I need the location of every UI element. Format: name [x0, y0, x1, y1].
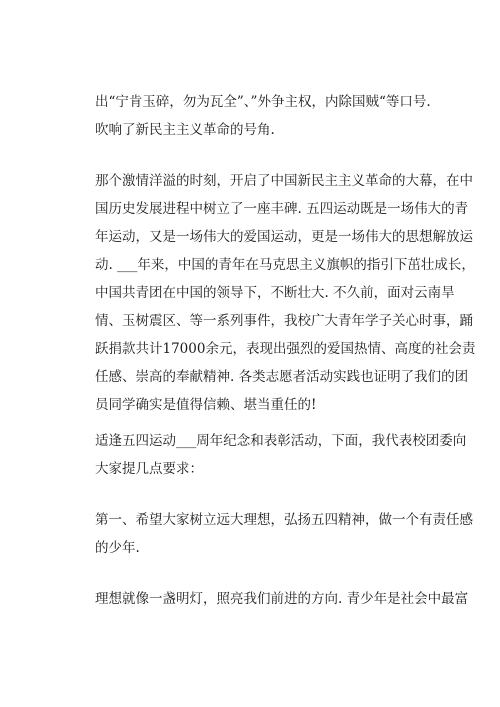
text-line: 任感、崇高的奉献精神. 各类志愿者活动实践也证明了我们的团 [95, 369, 469, 385]
paragraph-slogans [95, 88, 465, 144]
paragraph-requirements-intro [95, 427, 465, 483]
text-line: 情、玉树震区、等一系列事件，我校广大青年学子关心时事，踊 [95, 313, 473, 329]
text-line: 年运动，又是一场伟大的爱国运动，更是一场伟大的思想解放运 [95, 229, 473, 245]
text-line: 国历史发展进程中树立了一座丰碑. 五四运动既是一场伟大的青 [95, 201, 469, 217]
text-line: 大家提几点要求： [95, 461, 203, 477]
paragraph-history [95, 167, 476, 419]
text-line: 那个激情洋溢的时刻，开启了中国新民主主义革命的大幕，在中 [95, 173, 473, 189]
text-line: 中国共青团在中国的领导下，不断壮大. 不久前，面对云南旱 [95, 285, 455, 301]
text-line: 出“宁肯玉碎，勿为瓦全”、”外争主权，内除国贼“等口号. [95, 94, 431, 110]
text-line: 吹响了新民主主义革命的号角. [95, 122, 275, 138]
paragraph-ideals [95, 585, 469, 613]
text-line: 的少年. [95, 540, 140, 556]
text-line: 理想就像一盏明灯，照亮我们前进的方向. 青少年是社会中最富 [95, 591, 469, 607]
text-line: 动. ___年来，中国的青年在马克思主义旗帜的指引下茁壮成长， [95, 257, 475, 273]
text-line: 员同学确实是值得信赖、堪当重任的! [95, 397, 317, 413]
text-line: 跃捐款共计17000余元，表现出强烈的爱国热情、高度的社会责 [95, 341, 476, 357]
text-line: 适逢五四运动___周年纪念和表彰活动，下面，我代表校团委向 [95, 433, 467, 449]
paragraph-point-one [95, 506, 473, 562]
text-line: 第一、希望大家树立远大理想，弘扬五四精神，做一个有责任感 [95, 512, 473, 528]
